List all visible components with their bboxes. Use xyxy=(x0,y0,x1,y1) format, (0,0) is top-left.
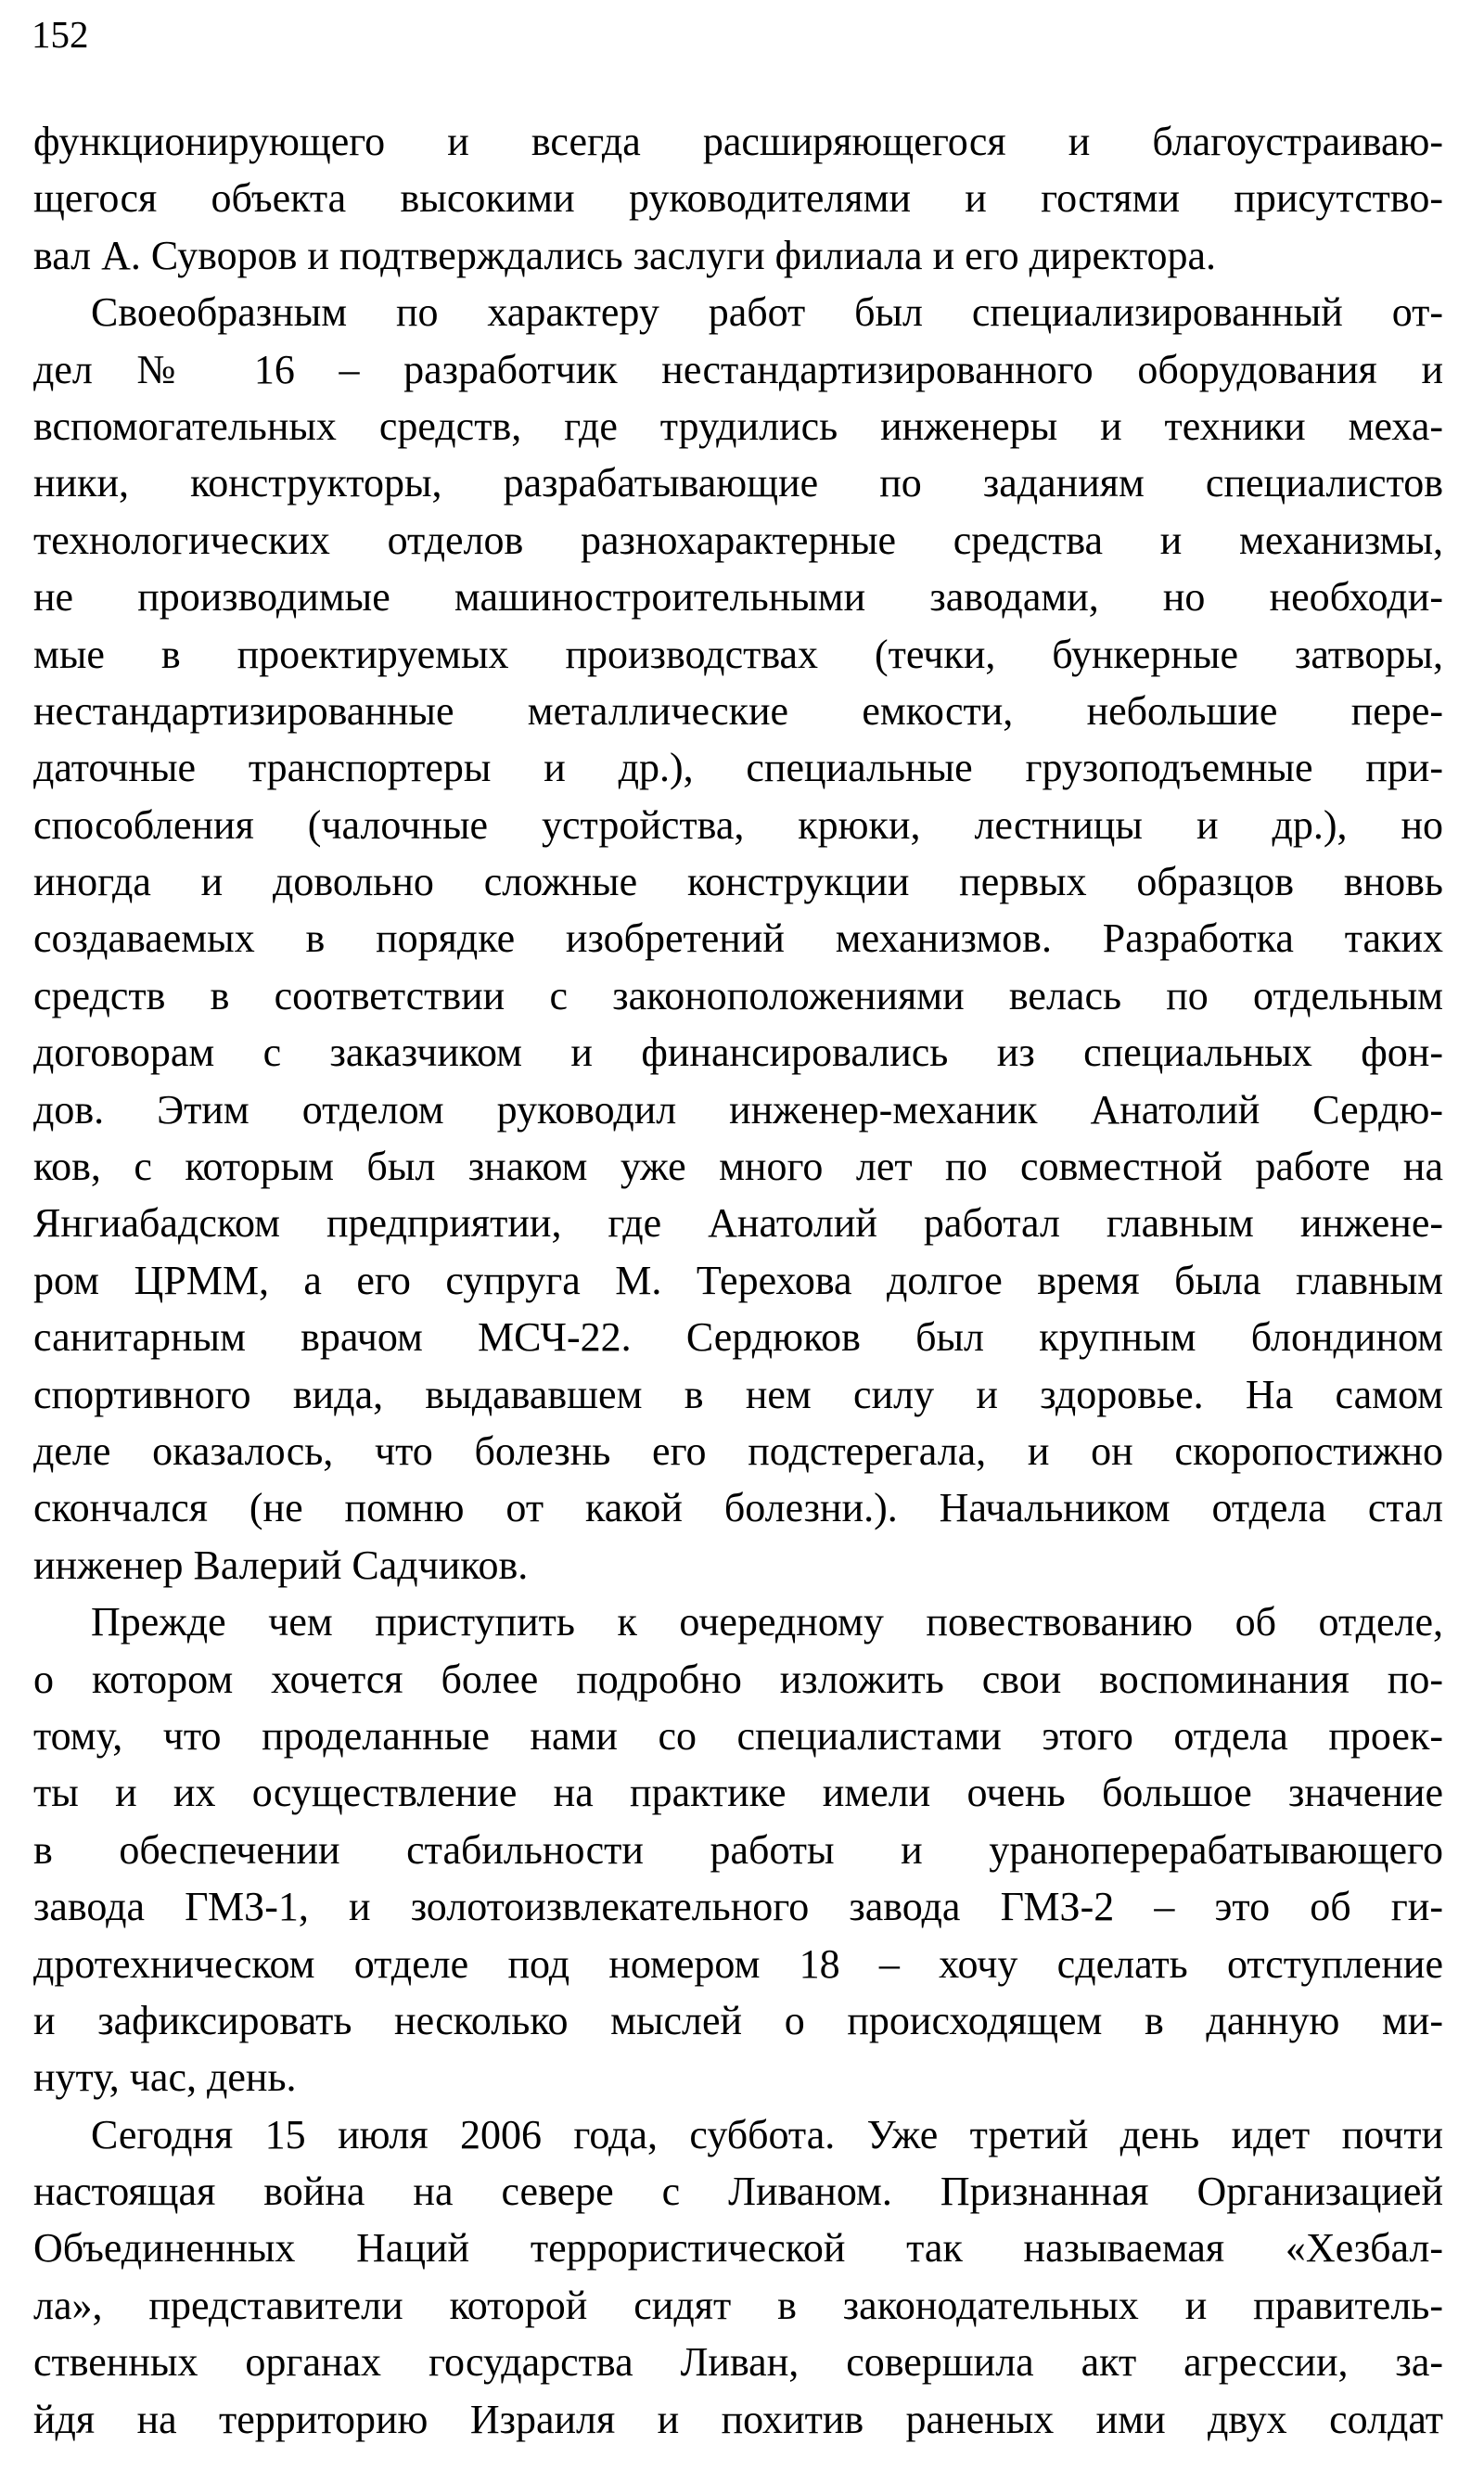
text-line: создаваемых в порядке изобретений механизмов. Разработка таких xyxy=(33,915,1443,962)
page-number: 152 xyxy=(32,13,89,56)
text-line: настоящая война на севере с Ливаном. Признанная Организацией xyxy=(33,2169,1443,2215)
text-line: ственных органах государства Ливан, совершила акт агрессии, за- xyxy=(33,2339,1443,2386)
text-line: мые в проектируемых производствах (течки, бункерные затворы, xyxy=(33,631,1443,677)
text-line: завода ГМЗ-1, и золотоизвлекательного завода ГМЗ-2 – это об ги- xyxy=(33,1884,1443,1930)
text-line: ники, конструкторы, разрабатывающие по заданиям специалистов xyxy=(33,460,1443,506)
text-line: договорам с заказчиком и финансировались из специальных фон- xyxy=(33,1030,1443,1076)
text-line: о котором хочется более подробно изложить свои воспоминания по- xyxy=(33,1656,1443,1702)
text-line: и зафиксировать несколько мыслей о происходящем в данную ми- xyxy=(33,1997,1443,2043)
text-line: Объединенных Наций террористической так называемая «Хезбал- xyxy=(33,2225,1443,2272)
text-line: ром ЦРММ, а его супруга М. Терехова долгое время была главным xyxy=(33,1257,1443,1303)
text-line: деле оказалось, что болезнь его подстерегала, и он скоропостижно xyxy=(33,1427,1443,1474)
text-line: средств в соответствии с законоположениями велась по отдельным xyxy=(33,972,1443,1018)
text-line: даточные транспортеры и др.), специальные грузоподъемные при- xyxy=(33,745,1443,791)
text-line: ты и их осуществление на практике имели очень большое значение xyxy=(33,1770,1443,1816)
text-line: йдя на территорию Израиля и похитив раненых ими двух солдат xyxy=(33,2396,1443,2442)
text-line: иногда и довольно сложные конструкции первых образцов вновь xyxy=(33,859,1443,905)
text-line: скончался (не помню от какой болезни.). Начальником отдела стал xyxy=(33,1485,1443,1531)
text-line: Прежде чем приступить к очередному повествованию об отделе, xyxy=(91,1599,1443,1645)
text-line: дов. Этим отделом руководил инженер-механик Анатолий Сердю- xyxy=(33,1086,1443,1133)
text-line: Сегодня 15 июля 2006 года, суббота. Уже третий день идет почти xyxy=(91,2111,1443,2157)
text-line: дел № 16 – разработчик нестандартизированного оборудования и xyxy=(33,346,1443,392)
text-line: не производимые машиностроительными заводами, но необходи- xyxy=(33,574,1443,621)
text-line: тому, что проделанные нами со специалистами этого отдела проек- xyxy=(33,1712,1443,1759)
text-line: нуту, час, день. xyxy=(33,2054,297,2101)
text-line: способления (чалочные устройства, крюки, лестницы и др.), но xyxy=(33,801,1443,848)
text-line: функционирующего и всегда расширяющегося и благоустраиваю- xyxy=(33,119,1443,164)
text-line: спортивного вида, выдававшем в нем силу и здоровье. На самом xyxy=(33,1371,1443,1417)
text-line: Янгиабадском предприятии, где Анатолий работал главным инжене- xyxy=(33,1200,1443,1247)
text-line: технологических отделов разнохарактерные средства и механизмы, xyxy=(33,517,1443,563)
text-line: дротехническом отделе под номером 18 – хочу сделать отступление xyxy=(33,1940,1443,1987)
text-line: инженер Валерий Садчиков. xyxy=(33,1542,529,1588)
text-line: Своеобразным по характеру работ был специализированный от- xyxy=(91,289,1443,336)
text-line: санитарным врачом МСЧ-22. Сердюков был крупным блондином xyxy=(33,1314,1443,1361)
text-line: нестандартизированные металлические емкости, небольшие пере- xyxy=(33,687,1443,734)
body-text xyxy=(33,113,1443,2448)
text-line: ков, с которым был знаком уже много лет по совместной работе на xyxy=(33,1144,1443,1190)
text-line: щегося объекта высокими руководителями и гостями присутство- xyxy=(33,175,1443,222)
text-line: вал А. Суворов и подтверждались заслуги филиала и его директора. xyxy=(33,232,1217,278)
text-line: ла», представители которой сидят в законодательных и правитель- xyxy=(33,2282,1443,2328)
text-line: в обеспечении стабильности работы и уранoперерабатывающего xyxy=(33,1826,1443,1873)
text-line: вспомогательных средств, где трудились инженеры и техники меха- xyxy=(33,403,1443,449)
